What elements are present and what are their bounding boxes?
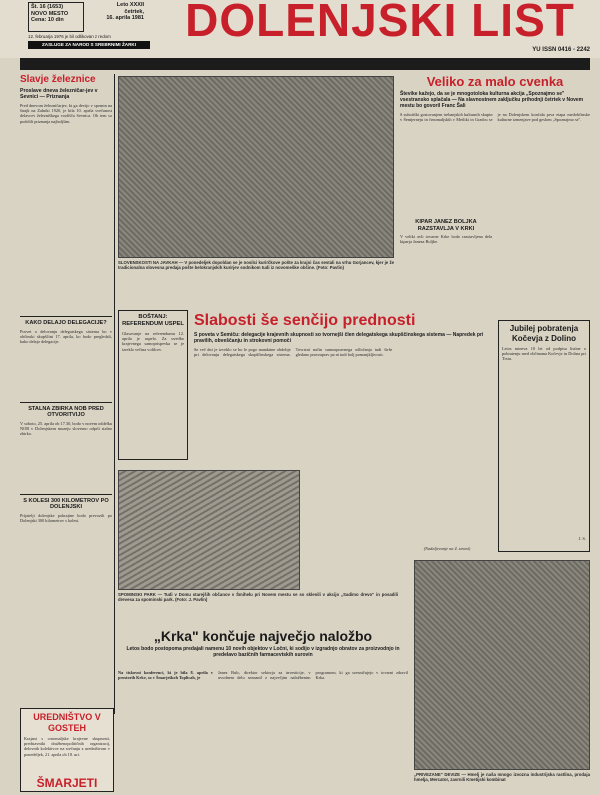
divider xyxy=(20,494,112,495)
headline-cvenka: Veliko za malo cvenka xyxy=(426,74,564,89)
divider xyxy=(20,402,112,403)
headline-slabosti: Slabosti še senčijo prednosti xyxy=(194,312,416,329)
body-jubilej: Letos mineva 10 let od podpisa listine o pobratenju med občinama Kočevje in Dolina pri Trstu. xyxy=(502,346,586,362)
left-column xyxy=(20,74,112,792)
caption-spominski-park: SPOMINSKI PARK — Tudi v Domu starejših občanov v Šmihelu pri Novem mestu se so sklenili v akcijo „Sadimo drevo" in posadili drevesa za spominski park. (Foto: J. Pavlin) xyxy=(118,592,398,603)
issue-year: Leto XXXII xyxy=(116,2,144,8)
photo-hmelj xyxy=(414,560,590,770)
issue-line: Št. 16 (1653) xyxy=(31,4,64,10)
body-slabosti: Se več dni je izveklo se bo le pogo mandatne obdobje pri delovanju delegatskega skupščinskega sistema. Tovrstni način samoupravnega odločanja tudi širše gledano pravzaprav pa ni tudi bolj pomanjkljivosti. xyxy=(194,347,393,358)
divider xyxy=(20,316,112,317)
headline-slavje: Slavje železnice xyxy=(20,74,96,85)
caption-hmelj: „PRIVEZANE" DEVIZE — Hmelj je naša mnogo izvozna industrijska rastlina, prodaja hmelja, Mercator, zavrnili Kmetijski kombinat xyxy=(414,772,590,783)
lead-krka: Na tiskovni konferenci, ki je bila 8. aprila v prostorih Krke, so v Šmarješkoh Toplicah, je xyxy=(118,670,213,681)
photo-javke xyxy=(118,76,394,258)
issue-day: četrtek, xyxy=(124,8,144,15)
issue-price: Cena: 10 din xyxy=(31,17,64,23)
box-referendum xyxy=(118,310,188,460)
headline-jubilej: Jubilej pobratenja Kočevja z Dolino xyxy=(509,324,579,343)
photo-spominski-park xyxy=(118,470,300,590)
award-bar: ZASLUGE ZA NAROD S SREBRNIMI ŽARKI xyxy=(28,41,150,49)
box-urednistvo xyxy=(20,708,114,792)
body-boljka: V veliki avli tovarne Krke bodo razstavljena dela kiparja Janeza Boljke. xyxy=(400,234,492,245)
headline-zbirka: STALNA ZBIRKA NOB PRED OTVORITVIJO xyxy=(28,405,104,418)
body-slavje: Pred dnevom železničarjev, ki ga devijo v spomin na štrajk na Zalniki 1920, je bila 10. aprila svečanost delavcev železniškega vozlišča Sevnica. Ob tem so podelili priznanja najboljšim. xyxy=(20,103,112,124)
right-top xyxy=(400,74,590,324)
issn: YU ISSN 0416 - 2242 xyxy=(532,47,590,53)
masthead-title: DOLENJSKI LIST xyxy=(185,0,575,46)
headline-delegacije: KAKO DELAJO DELEGACIJE? xyxy=(25,320,107,326)
continued-note: (Nadaljevanje na 4. strani) xyxy=(423,546,471,551)
date-box xyxy=(88,2,144,32)
column-divider xyxy=(114,74,115,714)
award-note: 12. februarja 1976 je bil odlikovan z redom xyxy=(28,34,111,39)
body-referendum: Glasovanje na referendumu 12. aprila je uspelo. Za uvedbo krajevnega samoprispevka se je izreklo večina volilcev. xyxy=(122,331,184,352)
center-article xyxy=(194,312,494,472)
caption-javke: SLOVENSKOSTI NA JAVKAH — V ponedeljek dopoldan se je nosilci kurirčkove pošte za krajni čas sestali na vrhu Gorjancev, kjer je že tradicionalna slovesna predaja pošte belokranjskih kurirjev sodnikom tudi iz novomeške občine. (Foto: Pavlin) xyxy=(118,260,394,271)
subhead-slavje: Proslave dneva železničar-jev v Sevnici — Priznanja xyxy=(20,88,98,100)
body-urednistvo: Krajani s crnomaljske krajevne skupnosti, predstavniki družbenopolitičnih organizacij, delovnih kolektivov na srečanju z uredništvom v ponedeljek, 21. aprila ob 18. uri. xyxy=(24,736,110,757)
body-zbirka: V soboto, 25. aprila ob 17.30, bodo v novem oddelku NOB v Dolenjskem muzeju slovesno odprli stalno zbirko. xyxy=(20,420,112,436)
box-jubilej xyxy=(498,320,590,552)
masthead xyxy=(0,0,600,58)
body-kolesi: Prijatelji dolenjske pokrajine bodo prevozili po Dolenjski 300 kilometrov s kolesi. xyxy=(20,512,112,523)
headline-referendum: BOŠTANJ: REFERENDUM USPEL xyxy=(122,314,184,327)
headline-smarjeti: ŠMARJETI xyxy=(36,776,98,790)
subhead-cvenka: Števike kažejo, da se je mnogotoloka kulturna akcija „Spoznajmo se" vsestransko splačala — Na slavnostnem zaključku prihodnji četrtek v Novem mestu bo govoril Franc Šali xyxy=(400,91,584,109)
body-delegacije: Posvet o delovanju delegatskega sistema bo v občinski skupščini 17. aprila, ko bodo pregledali, kako delajo delegacije. xyxy=(20,328,112,344)
issue-date: 16. aprila 1981 xyxy=(106,15,144,21)
signature-jubilej: J. S. xyxy=(578,536,586,541)
headline-urednistvo: UREDNIŠTVO V GOSTEH xyxy=(33,712,101,733)
body-cvenka: S subotiški gostovanjem trebanjskih kulturnih skupin v Šentjerneju in črnomaljskih v Metliki in Gradcu se je na Dolenjskem končala prva etapa medobčinske kulturne izmenjave pod geslom „Spoznajmo se". xyxy=(400,112,590,123)
krka-article xyxy=(118,628,408,668)
headline-boljka: KIPAR JANEZ BOLJKA RAZSTAVLJA V KRKI xyxy=(415,219,477,232)
masthead-rule xyxy=(20,58,590,70)
headline-kolesi: S KOLESI 300 KILOMETROV PO DOLENJSKI xyxy=(23,497,109,510)
issue-box xyxy=(28,2,84,32)
issue-city: NOVO MESTO xyxy=(31,10,69,17)
body-krka: Janez Bulc, direktor sektorja za investicije, v uvodnem delu seznanil z največjim naložbenim programom, ki ga uresničujejo v tovarni zdravil Krka. xyxy=(218,670,408,681)
subhead-krka: Letos bodo postopoma predajali namenu 10 novih objektov v Ločni, ki sodijo v izgradnjo obratov za proizvodnjo in predelavo bazičnih farmacevtskih surovin xyxy=(126,646,400,658)
subhead-slabosti: S poveta v Semiču: delegacije krajevnih skupnosti so tvornejši člen delegatskega skupščinskega sistema — Napredek pri pravilih, obveščanju in strokovni pomoči xyxy=(194,332,484,344)
headline-krka: „Krka" končuje največjo naložbo xyxy=(153,628,373,644)
